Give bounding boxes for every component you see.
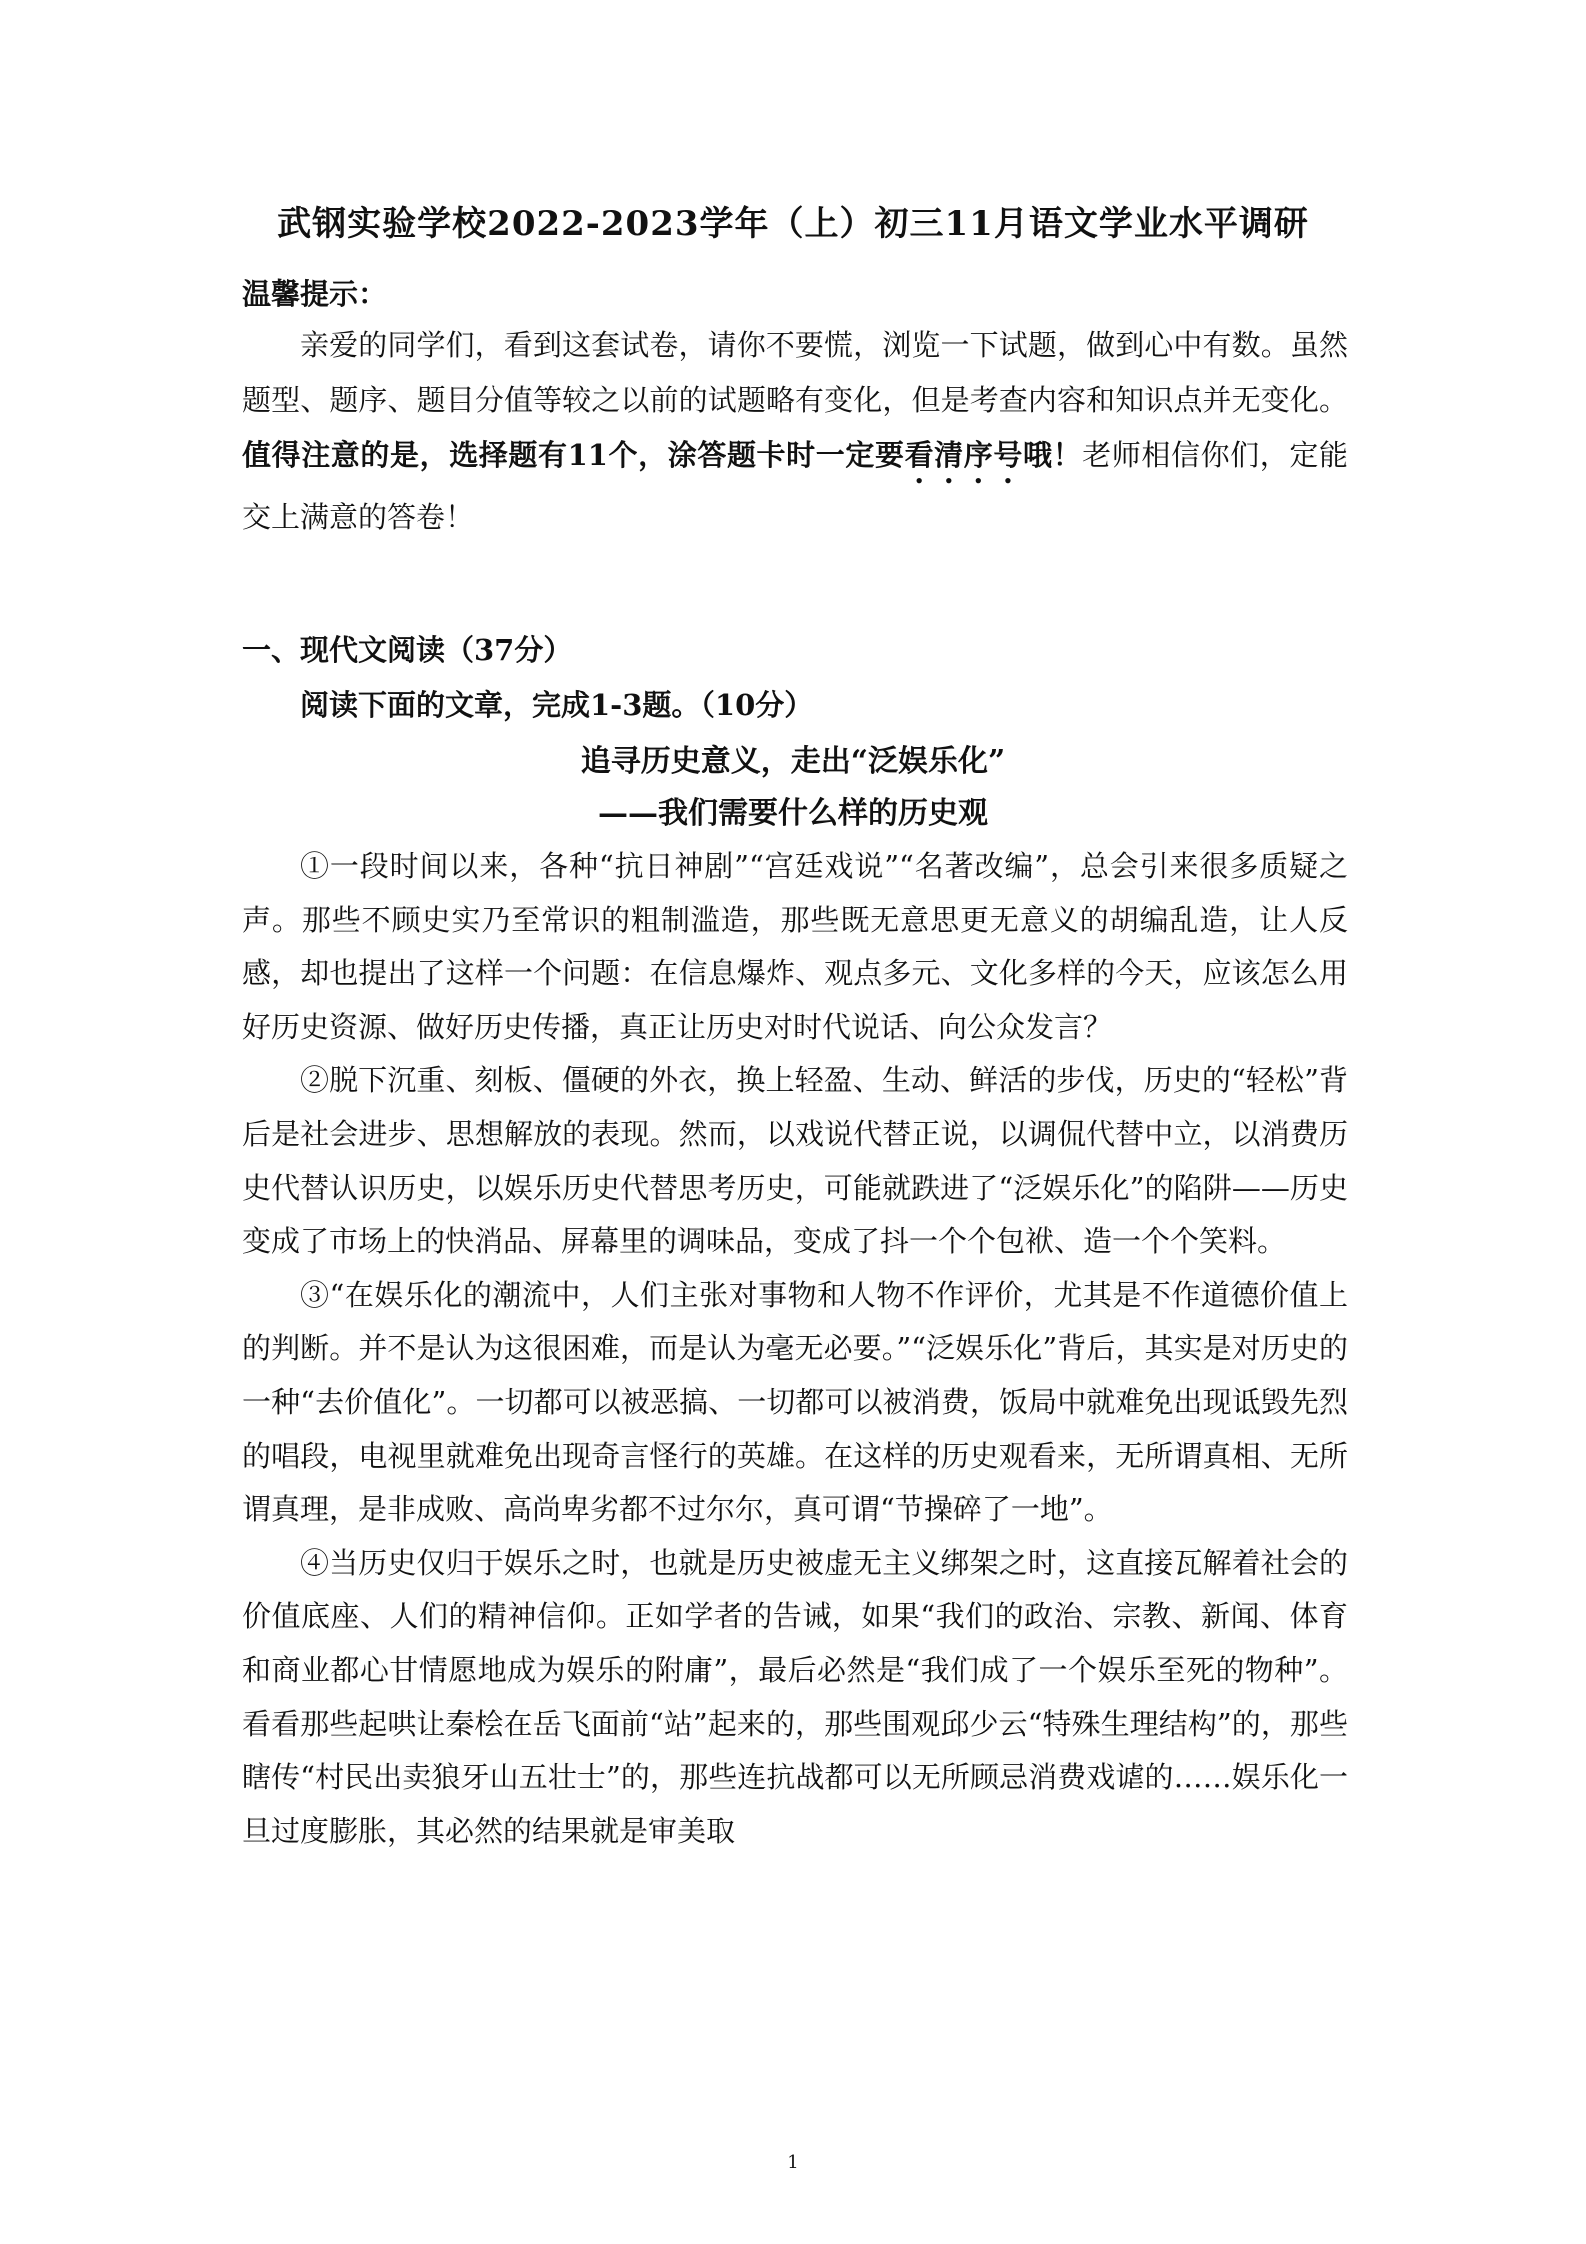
tips-body xyxy=(242,318,1348,545)
section-heading: 一、现代文阅读（37分） xyxy=(242,633,573,667)
tips-bold-part-b: 哦！ xyxy=(1022,438,1083,472)
article-body xyxy=(242,840,1348,1858)
article-paragraph-3: ③“在娱乐化的潮流中，人们主张对事物和人物不作评价，尤其是不作道德价值上的判断。并不是认为这很困难，而是认为毫无必要。”“泛娱乐化”背后，其实是对历史的一种“去价值化”。一切都可以被恶搞、一切都可以被消费，饭局中就难免出现诋毁先烈的唱段，电视里就难免出现奇言怪行的英雄。在这样的历史观看来，无所谓真相、无所谓真理，是非成败、高尚卑劣都不过尔尔，真可谓“节操碎了一地”。 xyxy=(242,1277,1348,1527)
tips-bold-part-a: 值得注意的是，选择题有11个，涂答题卡时一定要 xyxy=(242,438,905,472)
tips-body-plain: 亲爱的同学们，看到这套试卷，请你不要慌，浏览一下试题，做到心中有数。虽然题型、题序、题目分值等较之以前的试题略有变化，但是考查内容和知识点并无变化。 xyxy=(242,328,1348,417)
page-number: 1 xyxy=(787,2152,799,2173)
tips-heading: 温馨提示： xyxy=(242,277,388,311)
article-subtitle: ——我们需要什么样的历史观 xyxy=(598,796,988,831)
tips-emphasized-text: 看清序号 xyxy=(904,438,1023,472)
article-paragraph-2: ②脱下沉重、刻板、僵硬的外衣，换上轻盈、生动、鲜活的步伐，历史的“轻松”背后是社会进步、思想解放的表现。然而，以戏说代替正说，以调侃代替中立，以消费历史代替认识历史，以娱乐历史代替思考历史，可能就跌进了“泛娱乐化”的陷阱——历史变成了市场上的快消品、屏幕里的调味品，变成了抖一个个包袱、造一个个笑料。 xyxy=(242,1063,1348,1259)
question-instruction: 阅读下面的文章，完成1-3题。（10分） xyxy=(300,688,814,722)
article-title: 追寻历史意义，走出“泛娱乐化” xyxy=(580,744,1006,779)
tips-body-bold xyxy=(242,438,1082,472)
tips-body-tail: 老师相信你们，定能交上满意的答卷！ xyxy=(242,438,1348,534)
article-paragraph-1: ①一段时间以来，各种“抗日神剧”“宫廷戏说”“名著改编”，总会引来很多质疑之声。那些不顾史实乃至常识的粗制滥造，那些既无意思更无意义的胡编乱造，让人反感，却也提出了这样一个问题：在信息爆炸、观点多元、文化多样的今天，应该怎么用好历史资源、做好历史传播，真正让历史对时代说话、向公众发言？ xyxy=(242,849,1348,1044)
exam-title: 武钢实验学校2022-2023学年（上）初三11月语文学业水平调研 xyxy=(277,204,1309,244)
article-paragraph-4: ④当历史仅归于娱乐之时，也就是历史被虚无主义绑架之时，这直接瓦解着社会的价值底座、人们的精神信仰。正如学者的告诫，如果“我们的政治、宗教、新闻、体育和商业都心甘情愿地成为娱乐的附庸”，最后必然是“我们成了一个娱乐至死的物种”。看看那些起哄让秦桧在岳飞面前“站”起来的，那些围观邱少云“特殊生理结构”的，那些瞎传“村民出卖狼牙山五壮士”的，那些连抗战都可以无所顾忌消费戏谑的……娱乐化一旦过度膨胀，其必然的结果就是审美取 xyxy=(242,1545,1348,1848)
